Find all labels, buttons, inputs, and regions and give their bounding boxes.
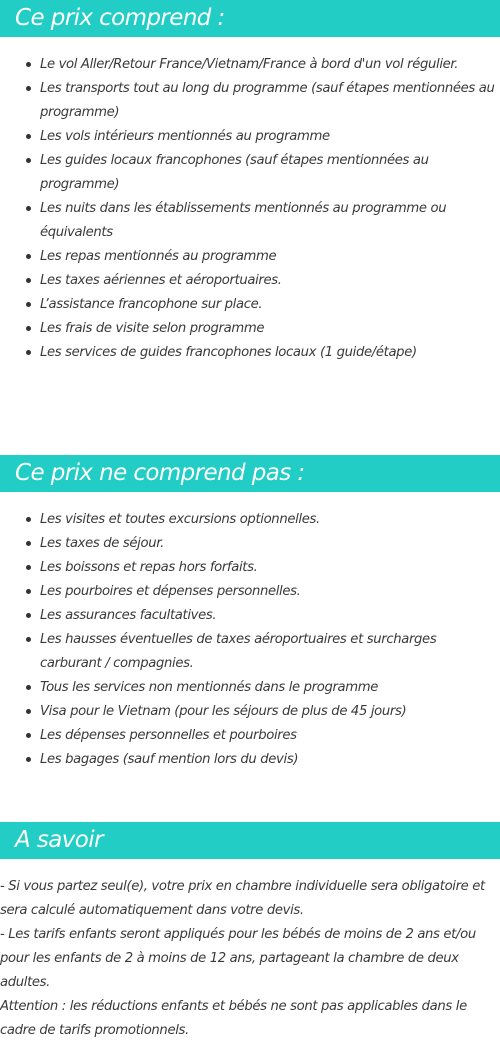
savoir-text bbox=[0, 875, 500, 1043]
list-item: Les assurances facultatives. bbox=[0, 604, 500, 628]
list-item: Le vol Aller/Retour France/Vietnam/France à bord d'un vol régulier. bbox=[0, 53, 500, 77]
savoir-paragraph: - Si vous partez seul(e), votre prix en chambre individuelle sera obligatoire et sera calculé automatiquement dans votre devis. bbox=[0, 879, 485, 918]
list-item: Les guides locaux francophones (sauf étapes mentionnées au programme) bbox=[0, 149, 500, 197]
savoir-paragraph: Attention : les réductions enfants et bébés ne sont pas applicables dans le cadre de tarifs promotionnels. bbox=[0, 999, 467, 1038]
list-item: Visa pour le Vietnam (pour les séjours de plus de 45 jours) bbox=[0, 700, 500, 724]
list-item: Les services de guides francophones locaux (1 guide/étape) bbox=[0, 341, 500, 365]
excludes-header: Ce prix ne comprend pas : bbox=[0, 455, 500, 492]
list-item: Les transports tout au long du programme (sauf étapes mentionnées au programme) bbox=[0, 77, 500, 125]
list-item: Les bagages (sauf mention lors du devis) bbox=[0, 748, 500, 772]
list-item: Les repas mentionnés au programme bbox=[0, 245, 500, 269]
savoir-paragraph: - Les tarifs enfants seront appliqués pour les bébés de moins de 2 ans et/ou pour les enfants de 2 à moins de 12 ans, partageant la chambre de deux adultes. bbox=[0, 927, 476, 990]
savoir-header: A savoir bbox=[0, 822, 500, 859]
list-item: Les boissons et repas hors forfaits. bbox=[0, 556, 500, 580]
list-item: Les vols intérieurs mentionnés au programme bbox=[0, 125, 500, 149]
excludes-list bbox=[0, 508, 500, 772]
includes-list bbox=[0, 53, 500, 365]
list-item: Les taxes de séjour. bbox=[0, 532, 500, 556]
list-item: Les frais de visite selon programme bbox=[0, 317, 500, 341]
list-item: Les hausses éventuelles de taxes aéroportuaires et surcharges carburant / compagnies. bbox=[0, 628, 500, 676]
list-item: Les nuits dans les établissements mentionnés au programme ou équivalents bbox=[0, 197, 500, 245]
list-item: L’assistance francophone sur place. bbox=[0, 293, 500, 317]
list-item: Les pourboires et dépenses personnelles. bbox=[0, 580, 500, 604]
list-item: Les dépenses personnelles et pourboires bbox=[0, 724, 500, 748]
list-item: Tous les services non mentionnés dans le programme bbox=[0, 676, 500, 700]
includes-header: Ce prix comprend : bbox=[0, 0, 500, 37]
list-item: Les visites et toutes excursions optionnelles. bbox=[0, 508, 500, 532]
list-item: Les taxes aériennes et aéroportuaires. bbox=[0, 269, 500, 293]
